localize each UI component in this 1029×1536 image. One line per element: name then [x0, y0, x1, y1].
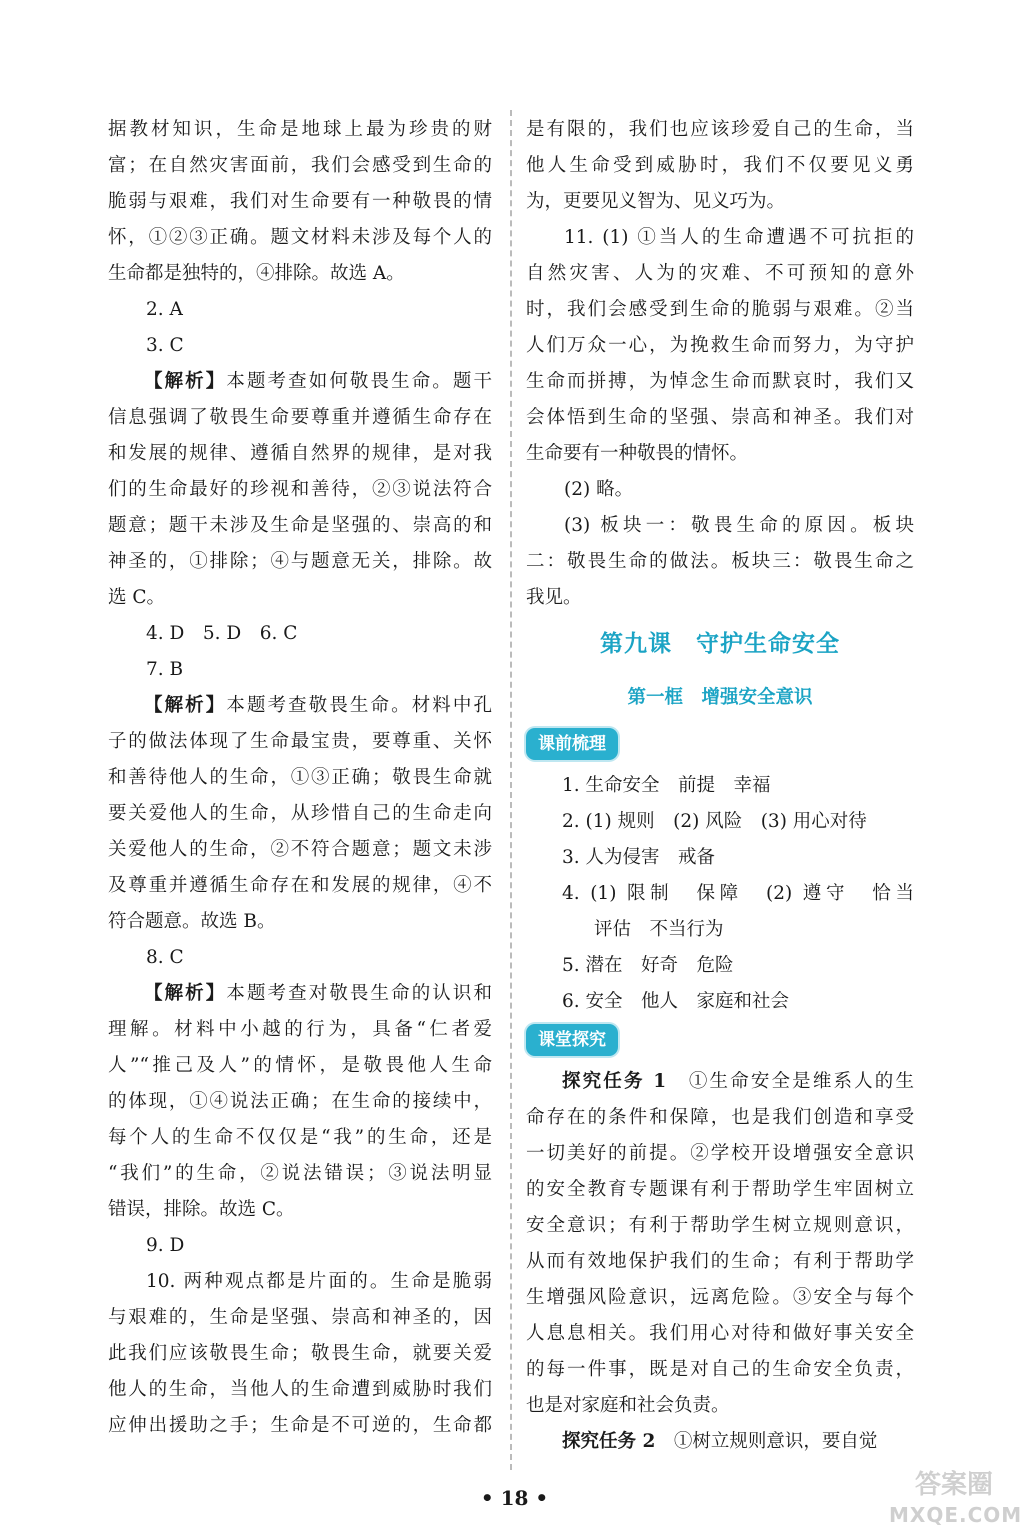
task-text: ①生命安全是维系人的生: [688, 1071, 914, 1092]
analysis-line: [108, 688, 492, 724]
text-line: 从而有效地保护我们的生命；有利于帮助学: [526, 1251, 914, 1272]
text-line: 题意；题干未涉及生命是坚强的、崇高的和: [108, 515, 492, 536]
right-column: [526, 112, 914, 1460]
analysis-line: [108, 364, 492, 400]
text-line: 命存在的条件和保障，也是我们创造和享受: [526, 1107, 914, 1128]
answer-line: 8. C: [146, 947, 184, 968]
analysis-tag: 【解析】: [144, 983, 227, 1004]
frame-title: 第一框 增强安全意识: [627, 687, 813, 708]
watermark-text: 答案圈: [914, 1470, 993, 1500]
text-line: 会体悟到生命的坚强、崇高和神圣。我们对: [526, 407, 914, 428]
text-line: (3) 板块一：敬畏生命的原因。板块: [564, 515, 914, 536]
analysis-text: 本题考查如何敬畏生命。题干: [226, 371, 492, 392]
text-line: 与艰难的，生命是坚强、崇高和神圣的，因: [108, 1307, 492, 1328]
text-line: 10. 两种观点都是片面的。生命是脆弱: [146, 1271, 492, 1292]
text-line: 生命而拼搏，为悼念生命而默哀时，我们又: [526, 371, 914, 392]
column-divider: [510, 110, 512, 1470]
analysis-tag: 【解析】: [144, 695, 227, 716]
text-line: 生命都是独特的，④排除。故选 A。: [108, 263, 405, 284]
text-line: 二：敬畏生命的做法。板块三：敬畏生命之: [526, 551, 914, 572]
class-explore-badge: 课堂探究: [526, 1024, 618, 1056]
task-line: [526, 1064, 914, 1100]
text-line: 为，更要见义智为、见义巧为。: [526, 191, 786, 212]
text-line: 及尊重并遵循生命存在和发展的规律，④不: [108, 875, 492, 896]
analysis-text: 本题考查对敬畏生命的认识和: [226, 983, 492, 1004]
text-line: 也是对家庭和社会负责。: [526, 1395, 730, 1416]
answer-line: 4. D 5. D 6. C: [146, 623, 298, 644]
text-line: 的安全教育专题课有利于帮助学生牢固树立: [526, 1179, 914, 1200]
analysis-tag: 【解析】: [144, 371, 227, 392]
task-line: [526, 1424, 914, 1460]
page-number: • 18 •: [480, 1486, 549, 1510]
text-line: 时，我们会感受到生命的脆弱与艰难。②当: [526, 299, 914, 320]
text-line: 人息息相关。我们用心对待和做好事关安全: [526, 1323, 914, 1344]
pre-review-item: 4. (1) 限制 保障 (2) 遵守 恰当: [562, 883, 914, 904]
text-line: 生命要有一种敬畏的情怀。: [526, 443, 749, 464]
answer-line: 7. B: [146, 659, 184, 680]
left-column: [108, 112, 492, 1444]
pre-review-item: 2. (1) 规则 (2) 风险 (3) 用心对待: [562, 811, 867, 832]
class-explore-header: [526, 1020, 914, 1064]
text-line: 的体现，①④说法正确；在生命的接续中，: [108, 1091, 492, 1112]
analysis-line: [108, 976, 492, 1012]
text-line: 关爱他人的生命，②不符合题意；题文未涉: [108, 839, 492, 860]
text-line: 他人的生命，当他人的生命遭到威胁时我们: [108, 1379, 492, 1400]
pre-review-header: [526, 724, 914, 768]
text-line: 自然灾害、人为的灾难、不可预知的意外: [526, 263, 914, 284]
text-line: 人”“推己及人”的情怀，是敬畏他人生命: [108, 1055, 492, 1076]
text-line: 信息强调了敬畏生命要尊重并遵循生命存在: [108, 407, 492, 428]
task1-label: 探究任务 1: [562, 1071, 667, 1092]
text-line: 我见。: [526, 587, 582, 608]
text-line: 每个人的生命不仅仅是“我”的生命，还是: [108, 1127, 492, 1148]
text-line: 脆弱与艰难，我们对生命要有一种敬畏的情: [108, 191, 492, 212]
text-line: 人们万众一心，为挽救生命而努力，为守护: [526, 335, 914, 356]
pre-review-item: 1. 生命安全 前提 幸福: [562, 775, 771, 796]
task2-label: 探究任务 2: [562, 1431, 656, 1452]
answer-line: 2. A: [146, 299, 183, 320]
pre-review-item: 3. 人为侵害 戒备: [562, 847, 716, 868]
text-line: 符合题意。故选 B。: [108, 911, 276, 932]
pre-review-badge: 课前梳理: [526, 728, 618, 760]
text-line: 一切美好的前提。②学校开设增强安全意识: [526, 1143, 914, 1164]
text-line: 他人生命受到威胁时，我们不仅要见义勇: [526, 155, 914, 176]
text-line: “我们”的生命，②说法错误；③说法明显: [108, 1163, 492, 1184]
text-line: 11. (1) ①当人的生命遭遇不可抗拒的: [564, 227, 914, 248]
task-text: ①树立规则意识，要自觉: [673, 1431, 878, 1452]
text-line: 生增强风险意识，远离危险。③安全与每个: [526, 1287, 914, 1308]
text-line: 和善待他人的生命，①③正确；敬畏生命就: [108, 767, 492, 788]
lesson-title: 第九课 守护生命安全: [600, 631, 840, 657]
text-line: 安全意识；有利于帮助学生树立规则意识，: [526, 1215, 914, 1236]
text-line: 和发展的规律、遵循自然界的规律，是对我: [108, 443, 492, 464]
pre-review-item: 5. 潜在 好奇 危险: [562, 955, 734, 976]
text-line: 神圣的，①排除；④与题意无关，排除。故: [108, 551, 492, 572]
text-line: 应伸出援助之手；生命是不可逆的，生命都: [108, 1415, 492, 1436]
text-line: 的每一件事，既是对自己的生命安全负责，: [526, 1359, 914, 1380]
text-line: 选 C。: [108, 587, 166, 608]
text-line: 怀，①②③正确。题文材料未涉及每个人的: [108, 227, 492, 248]
answer-line: 9. D: [146, 1235, 185, 1256]
watermark-logo: [889, 1468, 1023, 1532]
text-line: 据教材知识，生命是地球上最为珍贵的财: [108, 119, 492, 140]
watermark-url: MXQE.COM: [889, 1503, 1023, 1527]
text-line: (2) 略。: [564, 479, 634, 500]
answer-line: 3. C: [146, 335, 184, 356]
pre-review-item: 评估 不当行为: [594, 919, 724, 940]
analysis-text: 本题考查敬畏生命。材料中孔: [226, 695, 492, 716]
text-line: 要关爱他人的生命，从珍惜自己的生命走向: [108, 803, 492, 824]
text-line: 是有限的，我们也应该珍爱自己的生命，当: [526, 119, 914, 140]
text-line: 们的生命最好的珍视和善待，②③说法符合: [108, 479, 492, 500]
text-line: 富；在自然灾害面前，我们会感受到生命的: [108, 155, 492, 176]
text-line: 子的做法体现了生命最宝贵，要尊重、关怀: [108, 731, 492, 752]
pre-review-item: 6. 安全 他人 家庭和社会: [562, 991, 790, 1012]
text-line: 理解。材料中小越的行为，具备“仁者爱: [108, 1019, 492, 1040]
text-line: 此我们应该敬畏生命；敬畏生命，就要关爱: [108, 1343, 492, 1364]
text-line: 错误，排除。故选 C。: [108, 1199, 295, 1220]
